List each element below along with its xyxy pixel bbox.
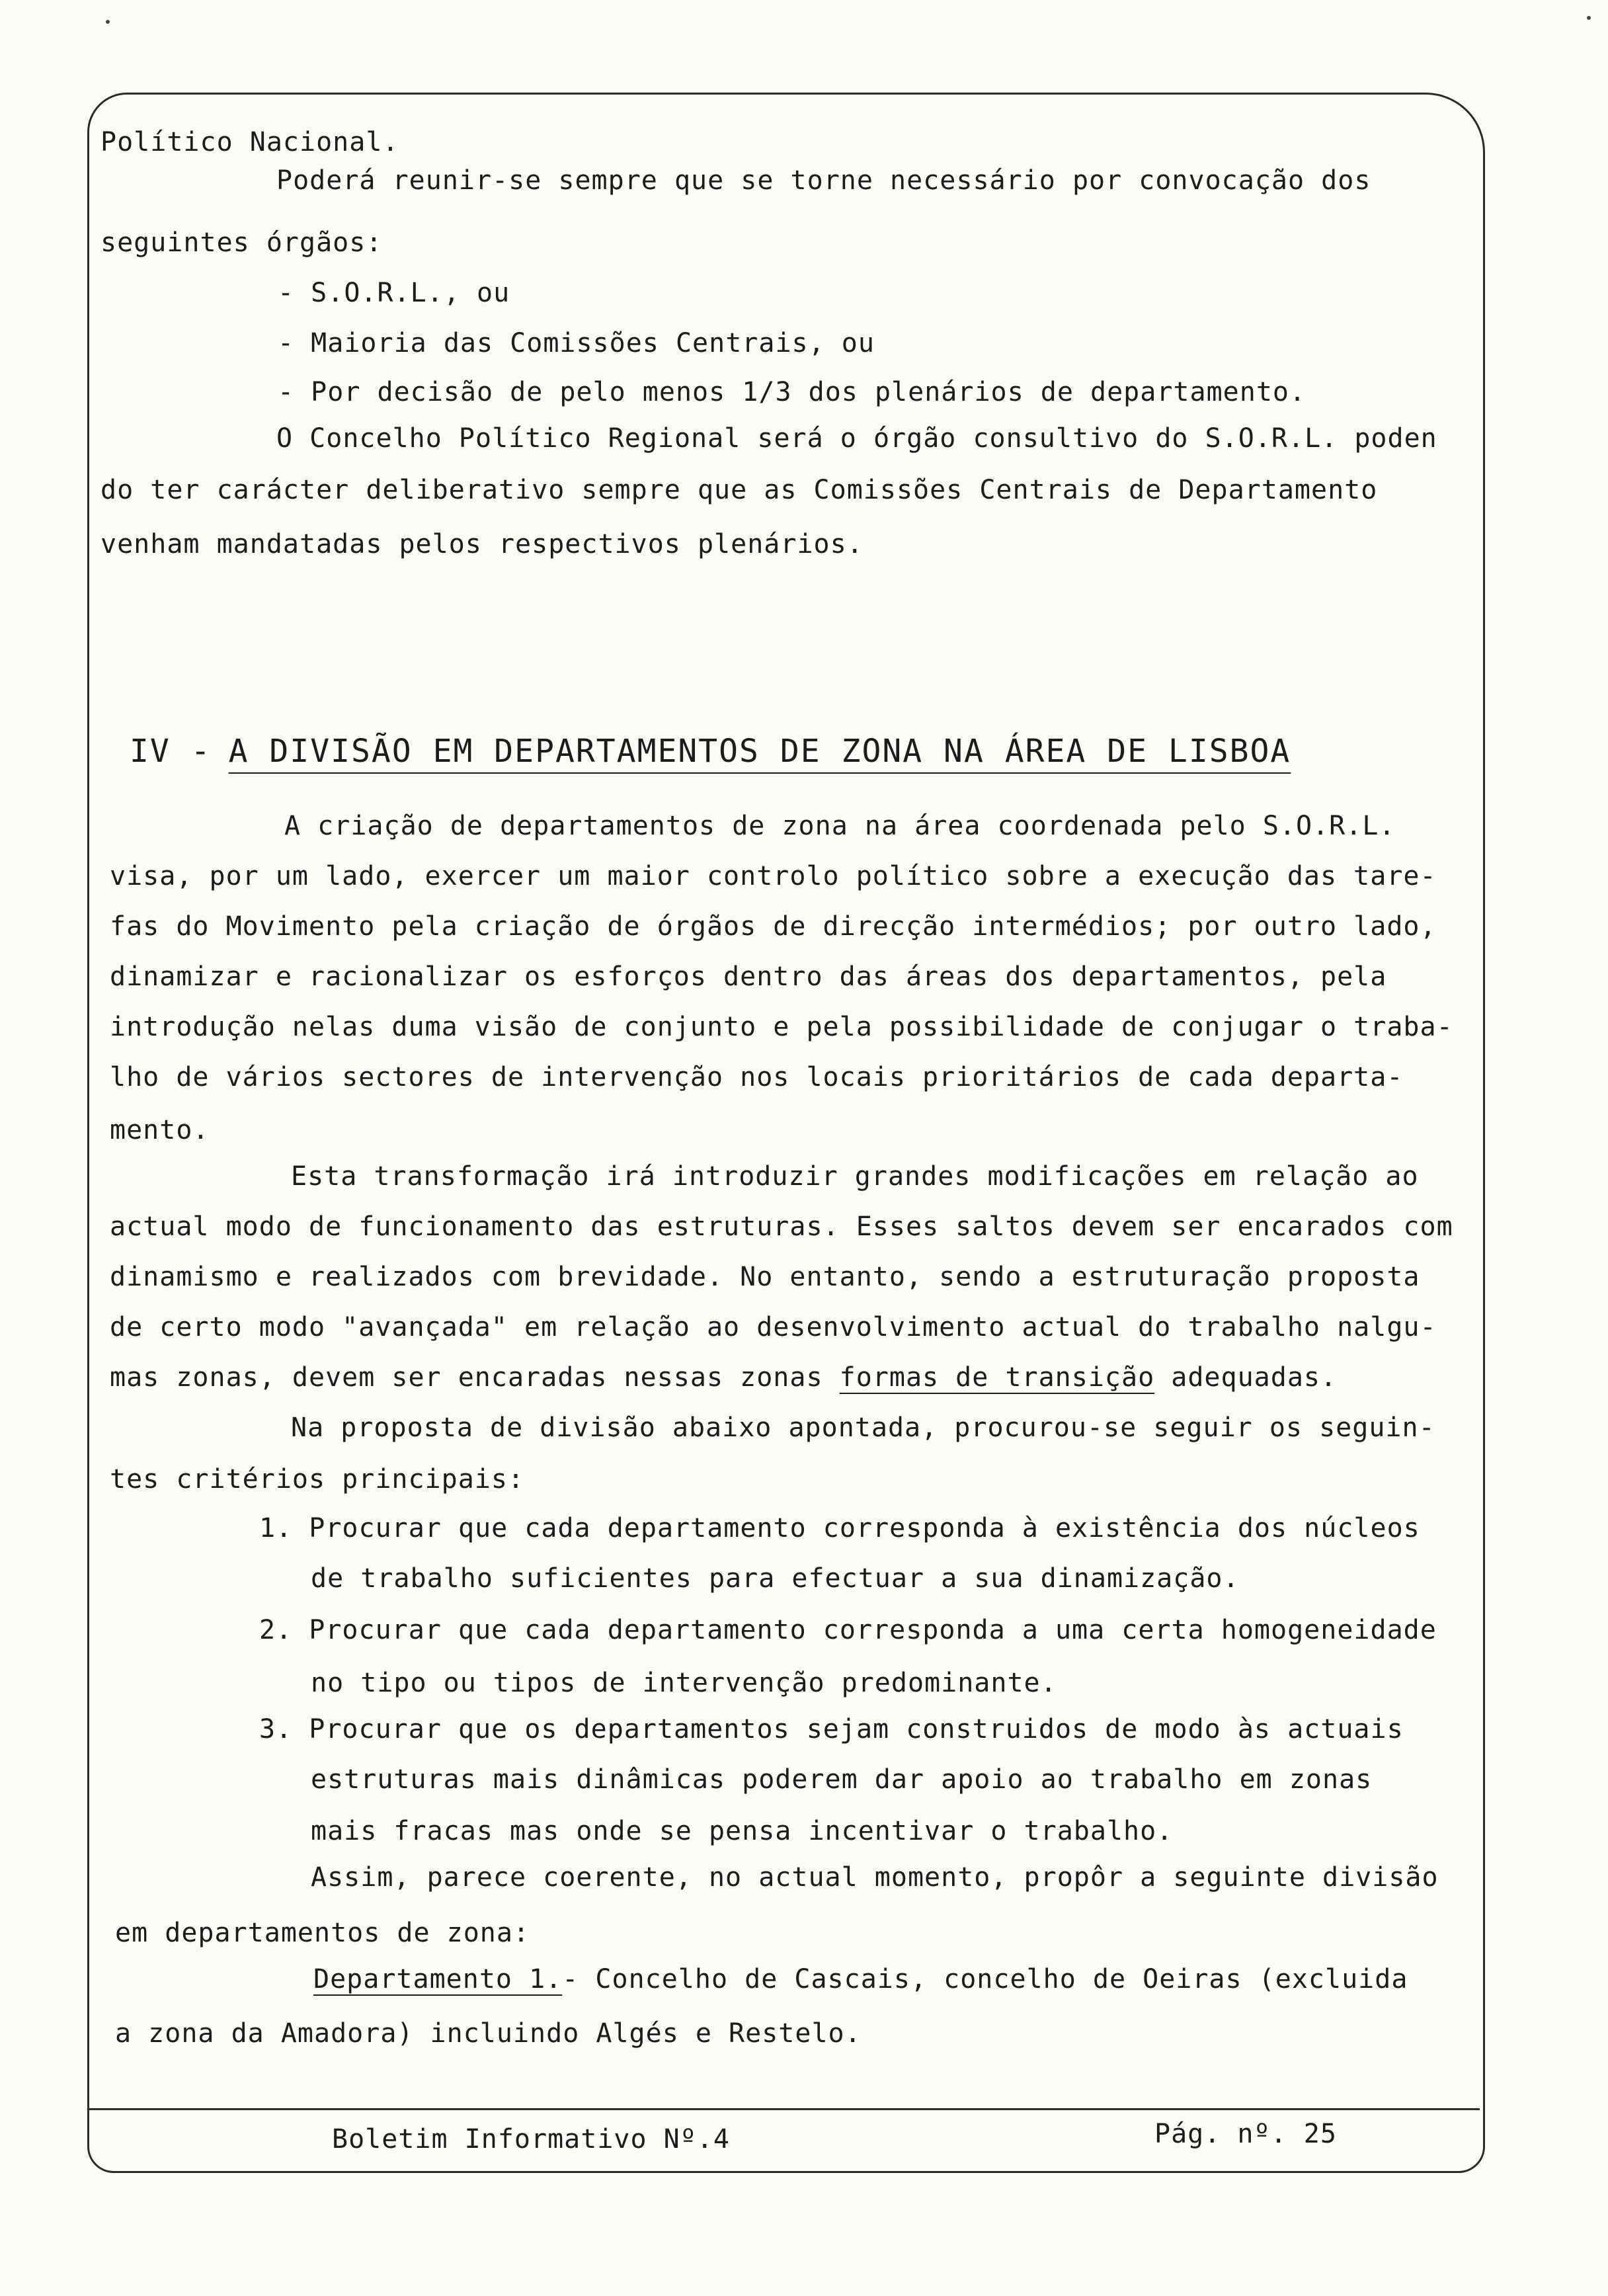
text-line: Assim, parece coerente, no actual momento, propôr a seguinte divisão — [311, 1862, 1439, 1893]
text-line: do ter carácter deliberativo sempre que as Comissões Centrais de Departamento — [100, 475, 1378, 505]
criteria-item: 3. Procurar que os departamentos sejam construidos de modo às actuais — [259, 1714, 1404, 1744]
criteria-item: 1. Procurar que cada departamento corresponda à existência dos núcleos — [259, 1513, 1420, 1543]
text-line — [110, 1362, 1337, 1393]
text-line: de certo modo "avançada" em relação ao desenvolvimento actual do trabalho nalgu- — [110, 1312, 1437, 1342]
text-line: dinamismo e realizados com brevidade. No entanto, sendo a estruturação proposta — [110, 1262, 1420, 1292]
text-line: em departamentos de zona: — [115, 1918, 530, 1948]
text-run: adequadas. — [1154, 1362, 1338, 1393]
text-line: introdução nelas duma visão de conjunto e pela possibilidade de conjugar o traba- — [110, 1012, 1453, 1042]
criteria-item: 2. Procurar que cada departamento corresponda a uma certa homogeneidade — [259, 1615, 1437, 1645]
text-line: actual modo de funcionamento das estruturas. Esses saltos devem ser encarados com — [110, 1211, 1453, 1242]
text-line: Na proposta de divisão abaixo apontada, procurou-se seguir os seguin- — [291, 1413, 1435, 1443]
text-line: seguintes órgãos: — [100, 227, 383, 258]
text-line: fas do Movimento pela criação de órgãos de direcção intermédios; por outro lado, — [110, 911, 1437, 942]
footer-divider — [89, 2108, 1480, 2110]
text-line: dinamizar e racionalizar os esforços dentro das áreas dos departamentos, pela — [110, 962, 1387, 992]
text-line: Esta transformação irá introduzir grandes modificações em relação ao — [291, 1161, 1419, 1192]
list-item: - S.O.R.L., ou — [278, 278, 510, 308]
text-line: O Concelho Político Regional será o órgão consultivo do S.O.R.L. poden — [276, 423, 1437, 454]
footer-page-number: Pág. nº. 25 — [1154, 2119, 1337, 2149]
section-heading — [130, 733, 1310, 770]
text-line: tes critérios principais: — [110, 1464, 525, 1495]
scan-speck — [106, 20, 110, 24]
underlined-phrase: formas de transição — [839, 1362, 1155, 1393]
text-line: mento. — [110, 1115, 210, 1145]
text-line: A criação de departamentos de zona na área coordenada pelo S.O.R.L. — [284, 811, 1396, 841]
criteria-item-continuation: no tipo ou tipos de intervenção predominante. — [311, 1668, 1057, 1698]
department-label: Departamento 1. — [313, 1964, 563, 1994]
list-item: - Por decisão de pelo menos 1/3 dos plenários de departamento. — [278, 377, 1306, 407]
footer-publication: Boletim Informativo Nº.4 — [332, 2124, 730, 2154]
criteria-item-continuation: mais fracas mas onde se pensa incentivar o trabalho. — [311, 1816, 1174, 1846]
text-run: - Concelho de Cascais, concelho de Oeiras (excluida — [562, 1964, 1408, 1994]
text-line — [313, 1964, 1408, 1994]
list-item: - Maioria das Comissões Centrais, ou — [278, 328, 875, 358]
criteria-item-continuation: estruturas mais dinâmicas poderem dar apoio ao trabalho em zonas — [311, 1764, 1373, 1795]
scan-speck — [1587, 16, 1591, 20]
text-line: lho de vários sectores de intervenção nos locais prioritários de cada departa- — [110, 1062, 1404, 1092]
text-line: Poderá reunir-se sempre que se torne necessário por convocação dos — [276, 165, 1371, 196]
text-run: mas zonas, devem ser encaradas nessas zonas — [110, 1362, 840, 1393]
text-line: visa, por um lado, exercer um maior controlo político sobre a execução das tare- — [110, 861, 1437, 891]
text-line: Político Nacional. — [100, 127, 399, 157]
section-number: IV - — [130, 733, 212, 770]
text-line: a zona da Amadora) incluindo Algés e Restelo. — [115, 2018, 862, 2049]
criteria-item-continuation: de trabalho suficientes para efectuar a sua dinamização. — [311, 1563, 1240, 1594]
section-title: A DIVISÃO EM DEPARTAMENTOS DE ZONA NA ÁREA DE LISBOA — [228, 733, 1291, 770]
text-line: venham mandatadas pelos respectivos plenários. — [100, 529, 864, 559]
